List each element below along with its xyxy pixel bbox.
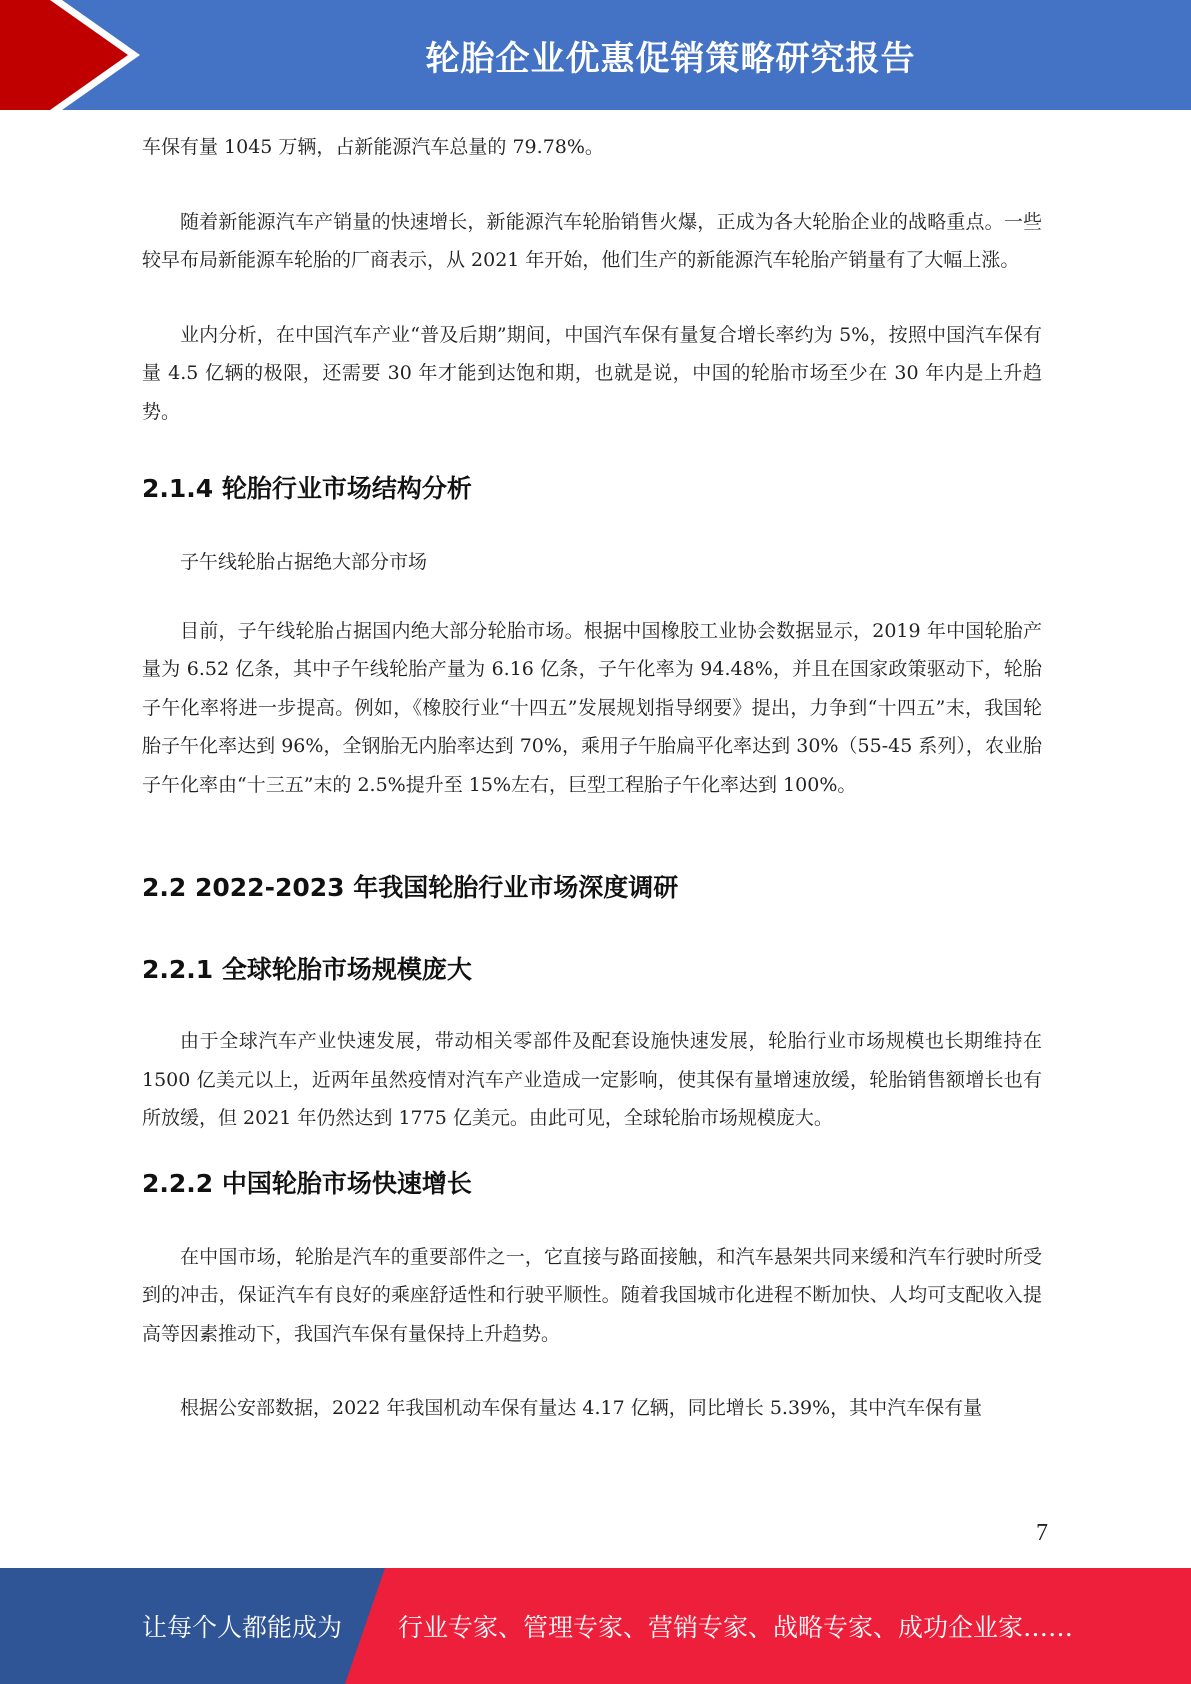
page-footer — [0, 1568, 1191, 1684]
page-header — [0, 0, 1191, 110]
paragraph: 由于全球汽车产业快速发展，带动相关零部件及配套设施快速发展，轮胎行业市场规模也长期维持在 1500 亿美元以上，近两年虽然疫情对汽车产业造成一定影响，使其保有量增速放缓，轮胎销售额增长也有所放缓，但 2021 年仍然达到 1775 亿美元。由此可见，全球轮胎市场规模庞大。 — [142, 1030, 1042, 1129]
header-arrow-decoration — [0, 0, 160, 110]
paragraph: 根据公安部数据，2022 年我国机动车保有量达 4.17 亿辆，同比增长 5.39%，其中汽车保有量 — [180, 1397, 983, 1419]
paragraph: 子午线轮胎占据绝大部分市场 — [180, 551, 428, 573]
section-heading-2-2: 2.2 2022-2023 年我国轮胎行业市场深度调研 — [142, 873, 679, 902]
footer-slogan-left: 让每个人都能成为 — [142, 1613, 343, 1642]
header-title: 轮胎企业优惠促销策略研究报告 — [425, 38, 916, 79]
paragraph: 目前，子午线轮胎占据国内绝大部分轮胎市场。根据中国橡胶工业协会数据显示，2019 年中国轮胎产量为 6.52 亿条，其中子午线轮胎产量为 6.16 亿条，子午化率为 94.48%，并且在国家政策驱动下，轮胎子午化率将进一步提高。例如，《橡胶行业“十四五”发展规划指导纲要》提出，力争到“十四五”末，我国轮胎子午化率达到 96%，全钢胎无内胎率达到 70%，乘用子午胎扁平化率达到 30%（55-45 系列），农业胎子午化率由“十三五”末的 2.5%提升至 15%左右，巨型工程胎子午化率达到 100%。 — [142, 619, 1042, 796]
paragraph: 业内分析，在中国汽车产业“普及后期”期间，中国汽车保有量复合增长率约为 5%，按照中国汽车保有量 4.5 亿辆的极限，还需要 30 年才能到达饱和期，也就是说，中国的轮胎市场至少在 30 年内是上升趋势。 — [142, 323, 1042, 423]
paragraph: 在中国市场，轮胎是汽车的重要部件之一，它直接与路面接触，和汽车悬架共同来缓和汽车行驶时所受到的冲击，保证汽车有良好的乘座舒适性和行驶平顺性。随着我国城市化进程不断加快、人均可支配收入提高等因素推动下，我国汽车保有量保持上升趋势。 — [142, 1245, 1042, 1345]
paragraph: 随着新能源汽车产销量的快速增长，新能源汽车轮胎销售火爆，正成为各大轮胎企业的战略重点。一些较早布局新能源车轮胎的厂商表示，从 2021 年开始，他们生产的新能源汽车轮胎产销量有了大幅上涨。 — [142, 210, 1042, 271]
section-heading-2-1-4: 2.1.4 轮胎行业市场结构分析 — [142, 474, 472, 503]
footer-slogan-right: 行业专家、管理专家、营销专家、战略专家、成功企业家…… — [398, 1613, 1074, 1642]
page-content — [142, 128, 1042, 1428]
page-number: 7 — [1036, 1520, 1048, 1546]
paragraph: 车保有量 1045 万辆，占新能源汽车总量的 79.78%。 — [142, 136, 604, 158]
section-heading-2-2-1: 2.2.1 全球轮胎市场规模庞大 — [142, 955, 472, 984]
section-heading-2-2-2: 2.2.2 中国轮胎市场快速增长 — [142, 1168, 472, 1198]
